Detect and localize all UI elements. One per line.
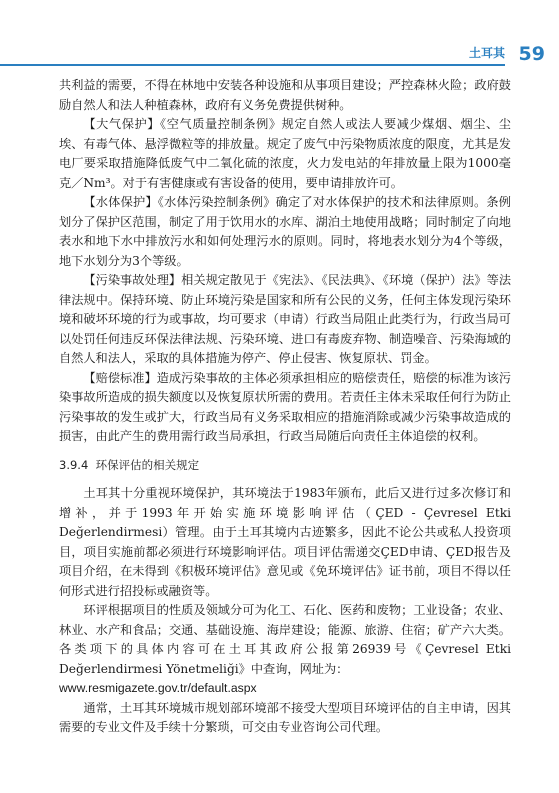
paragraph-eia-categories: 环评根据项目的性质及领域分可为化工、石化、医药和废物；工业设备；农业、林业、水产和食品；交通、基础设施、海岸建设；能源、旅游、住宿；矿产六大类。各类项下的具体内容可在土耳其政府公报第26939号《Çevresel Etki Değerlendirmesi Yönetmeliği》中查询，网址为： www.resmigazete.gov.tr/default.aspx [59,603,511,695]
paragraph-compensation: 【赔偿标准】造成污染事故的主体必须承担相应的赔偿责任，赔偿的标准为该污染事故所造成的损失额度以及恢复原状所需的费用。若责任主体未采取任何行为防止污染事故的发生或扩大，行政当局有义务采取相应的措施消除或减少污染事故造成的损害，由此产生的费用需行政当局承担，行政当局随后向责任主体追偿的权利。 [59,370,512,443]
paragraph-pollution-accidents: 【污染事故处理】相关规定散见于《宪法》、《民法典》、《环境（保护）法》等法律法规中。保持环境、防止环境污染是国家和所有公民的义务，任何主体发现污染环境和破坏环境的行为或事故，均可要求（申请）行政当局阻止此类行为，行政当局可以处罚任何违反环保法律法规、污染环境、进口有毒废弃物、制造噪音、污染海域的自然人和法人，采取的具体措施为停产、停止侵害、恢复原状、罚金。 [59,273,512,365]
paragraph-air-protection: 【大气保护】《空气质量控制条例》规定自然人或法人要减少煤烟、烟尘、尘埃、有毒气体、悬浮微粒等的排放量。规定了废气中污染物质浓度的限度，尤其是发电厂要采取措施降低废气中二氧化硫的浓度，火力发电站的年排放量上限为1000毫克／Nm³。对于有害健康或有害设备的使用，要申请排放许可。 [59,117,511,190]
section-number: 3.9.4 [59,457,89,472]
header-country-label: 土耳其 [468,46,505,60]
paragraph-eia-agency: 通常，土耳其环境城市规划部环境部不接受大型项目环境评估的自主申请，因其需要的专业文件及手续十分繁琐，可交由专业咨询公司代理。 [59,700,511,734]
gazette-url: www.resmigazete.gov.tr/default.aspx [59,681,257,695]
paragraph-eia-overview: 土耳其十分重视环境保护，其环境法于1983年颁布，此后又进行过多次修订和增补，并于1993年开始实施环境影响评估（ÇED - Çevresel Etki Değerlendirmesi）管理。由于土耳其境内古迹繁多，因此不论公共或私人投资项目，项目实施前都必须进行环境影响评估。项目评估需递交ÇED申请、ÇED报告及项目介绍，在未得到《积极环境评估》意见或《免环境评估》证书前，项目不得以任何形式进行招投标或融资等。 [59,486,511,598]
tag-label: 【污染事故处理】 [83,273,182,287]
page-number: 59 [518,43,545,65]
tag-label: 【水体保护】 [83,195,158,209]
section-heading [59,456,511,476]
tag-label: 【赔偿标准】 [83,370,157,385]
header-rule [0,64,505,66]
paragraph-forest-continued: 共利益的需要，不得在林地中安装各种设施和从事项目建设；严控森林火险；政府鼓励自然人和法人种植森林，政府有义务免费提供树种。 [59,78,511,112]
page-header [0,0,559,82]
body-text [59,76,511,738]
section-title: 环保评估的相关规定 [95,457,200,472]
tag-label: 【大气保护】 [83,117,161,131]
paragraph-water-protection: 【水体保护】《水体污染控制条例》确定了对水体保护的技术和法律原则。条例划分了保护区范围，制定了用于饮用水的水库、湖泊土地使用战略；同时制定了向地表水和地下水中排放污水和如何处理污水的原则。同时，将地表水划分为4个等级，地下水划分为3个等级。 [59,195,511,268]
